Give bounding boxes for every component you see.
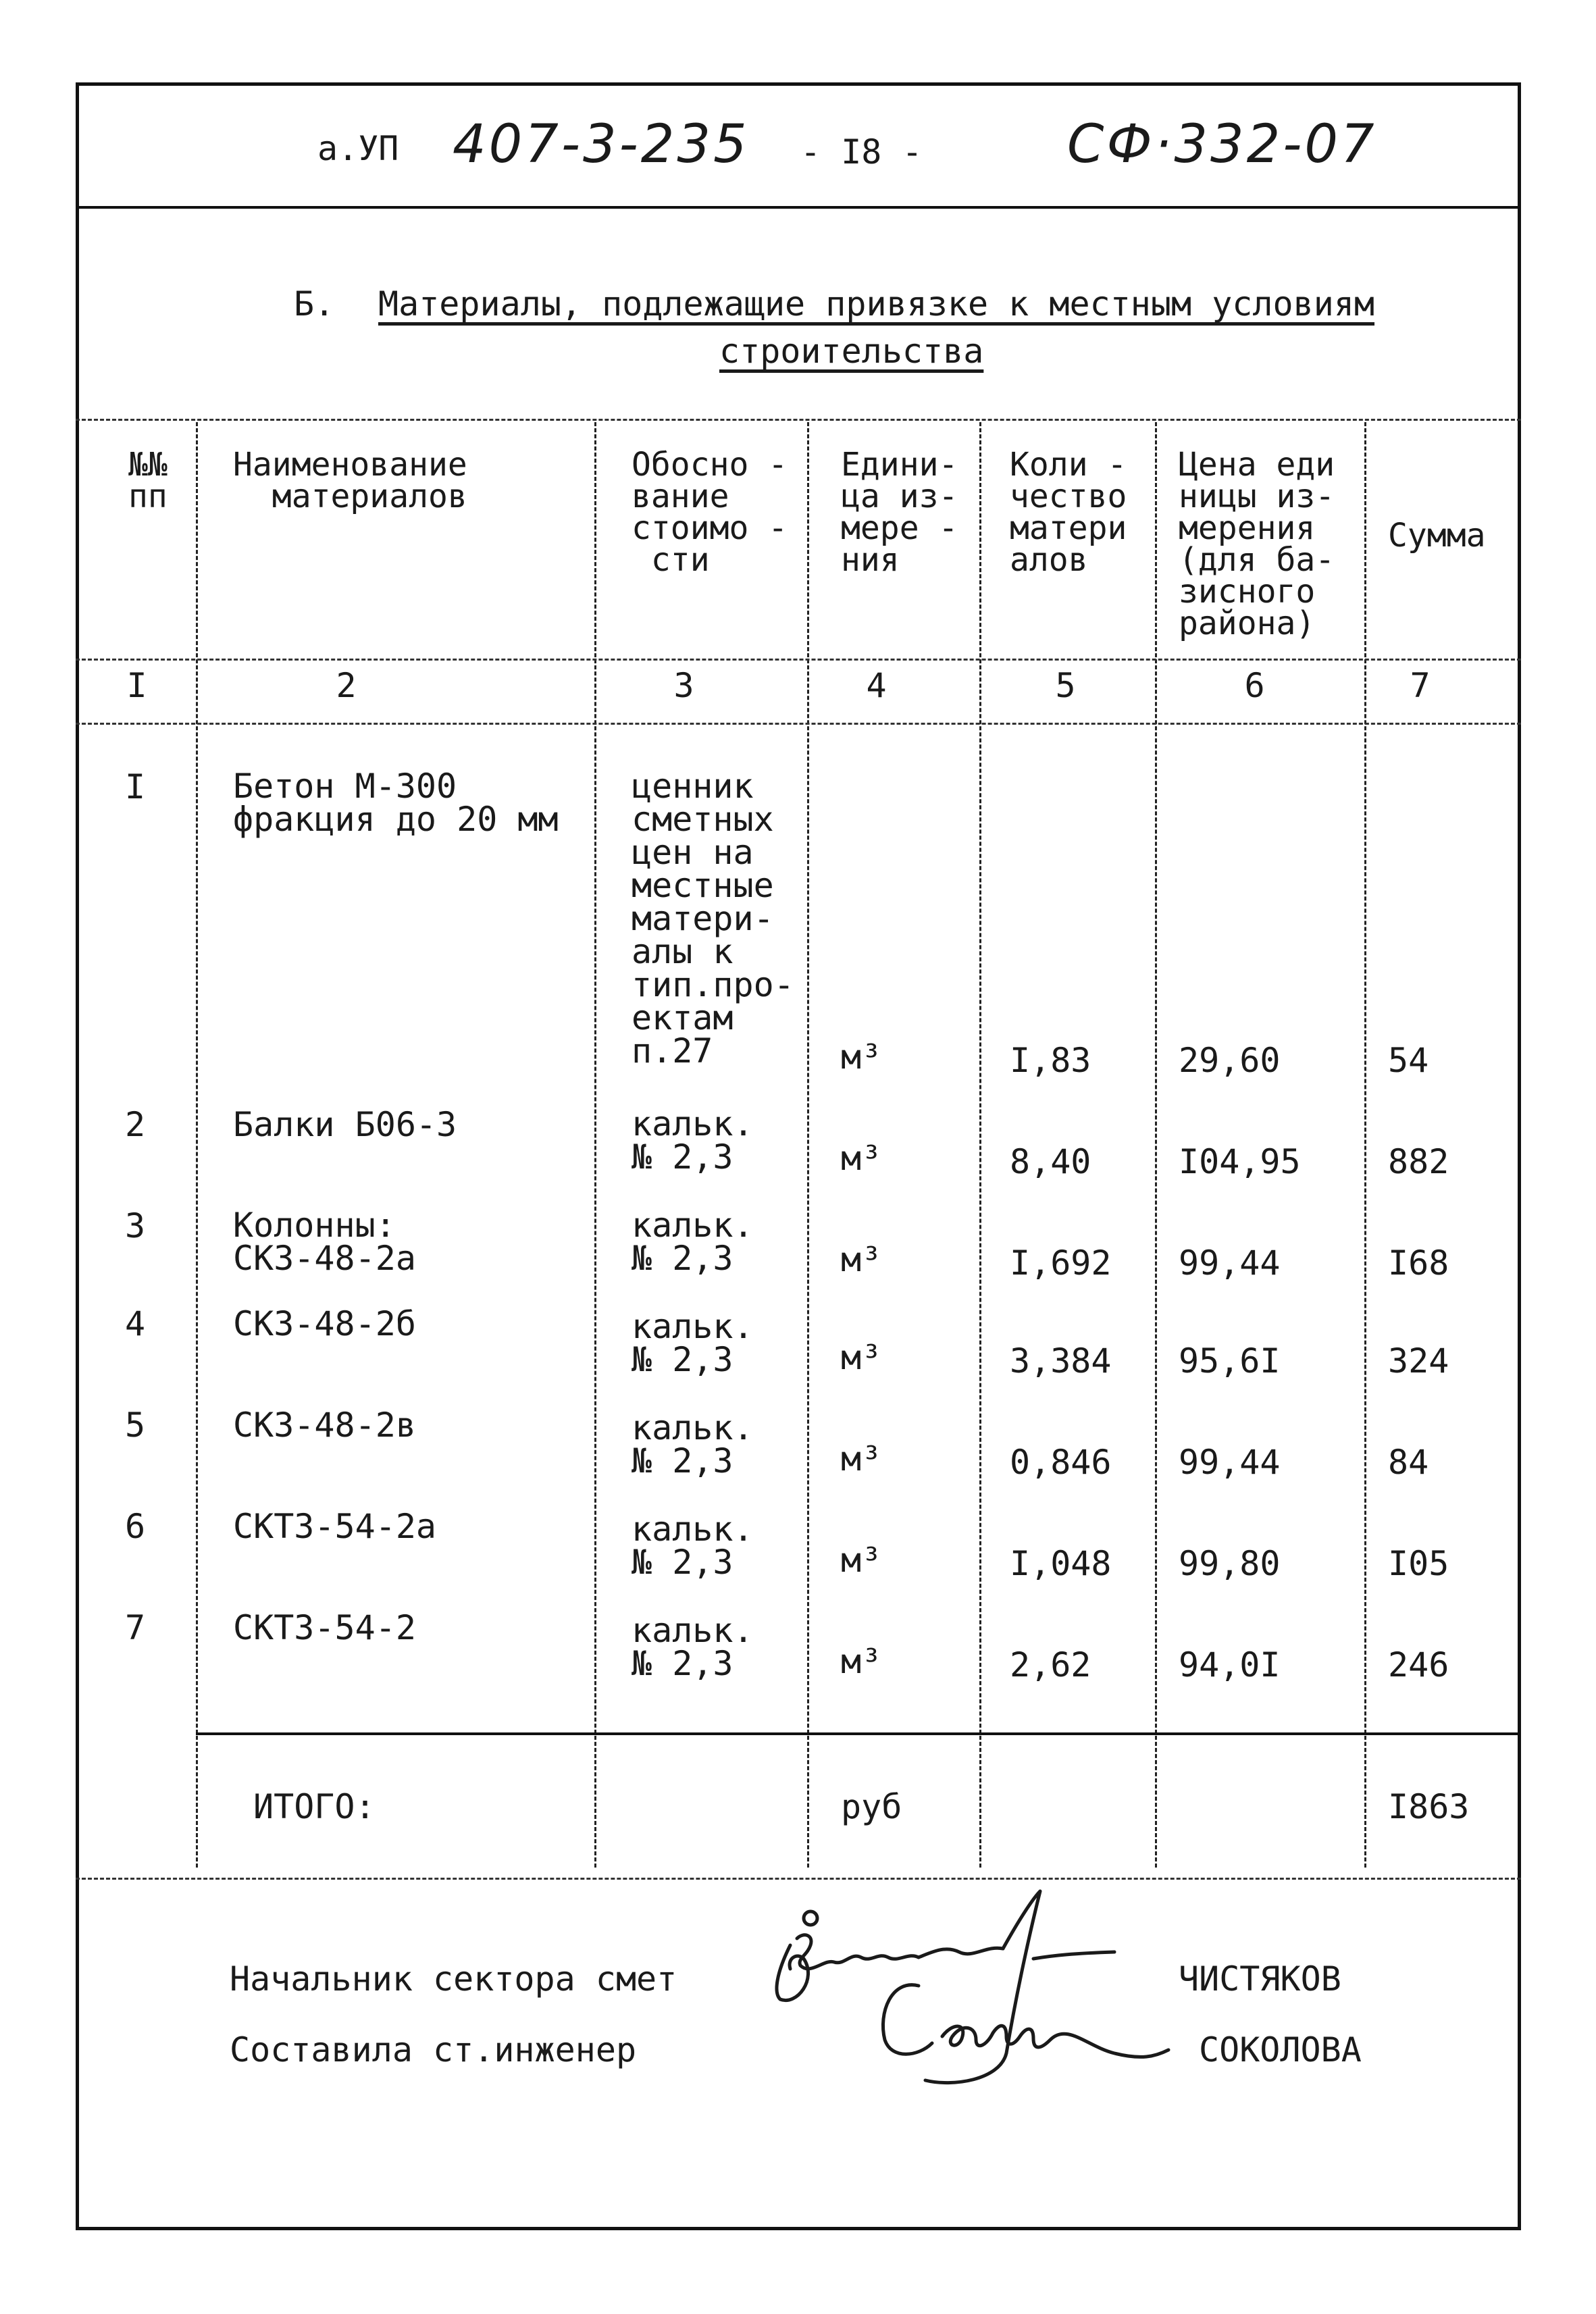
row-1-num: I xyxy=(125,767,146,806)
header-col-basis: Обосно - вание стоимо - сти xyxy=(632,446,788,580)
signature-2-name: СОКОЛОВА xyxy=(1199,2030,1362,2069)
header-page-number: - I8 - xyxy=(800,132,923,172)
row-6-basis: кальк. № 2,3 xyxy=(632,1510,754,1582)
col-divider-3 xyxy=(807,422,809,1868)
col-divider-2 xyxy=(594,422,596,1868)
row-3-price: 99,44 xyxy=(1179,1243,1281,1283)
row-4-unit: м³ xyxy=(841,1338,882,1377)
row-1-sum: 54 xyxy=(1388,1041,1429,1080)
signature-1-name: ЧИСТЯКОВ xyxy=(1179,1959,1341,1999)
row-6-sum: I05 xyxy=(1388,1544,1449,1583)
total-unit: руб xyxy=(841,1787,902,1826)
header-col-qty: Коли - чество матери алов xyxy=(1010,446,1127,580)
col-number-4: 4 xyxy=(866,666,887,705)
row-5-unit: м³ xyxy=(841,1439,882,1479)
signature-1-title: Начальник сектора смет xyxy=(230,1959,677,1999)
col-number-3: 3 xyxy=(673,666,694,705)
header-col-num: №№ пп xyxy=(128,446,168,516)
row-3-num: 3 xyxy=(125,1206,146,1245)
row-4-sum: 324 xyxy=(1388,1341,1449,1381)
row-7-num: 7 xyxy=(125,1608,146,1647)
row-7-name: СКТ3-54-2 xyxy=(233,1608,416,1647)
row-5-num: 5 xyxy=(125,1406,146,1445)
table-top-line xyxy=(76,419,1521,421)
row-5-sum: 84 xyxy=(1388,1443,1429,1482)
header-series-code: СФ·332-07 xyxy=(1067,114,1377,175)
signature-2-title: Составила ст.инженер xyxy=(230,2030,637,2069)
total-top-line xyxy=(196,1732,1521,1735)
section-title-line1: Материалы, подлежащие привязке к местным условиям xyxy=(378,284,1375,324)
row-2-price: I04,95 xyxy=(1179,1142,1301,1181)
row-3-sum: I68 xyxy=(1388,1243,1449,1283)
row-5-qty: 0,846 xyxy=(1010,1443,1112,1482)
col-numbers-top-line xyxy=(76,659,1521,661)
row-1-name: Бетон М-300 фракция до 20 мм xyxy=(233,767,559,839)
col-divider-4 xyxy=(979,422,981,1868)
row-5-price: 99,44 xyxy=(1179,1443,1281,1482)
col-number-1: I xyxy=(126,666,147,705)
header-col-unit: Едини- ца из- мере - ния xyxy=(841,446,958,580)
row-7-basis: кальк. № 2,3 xyxy=(632,1611,754,1683)
header-prefix: а.УП xyxy=(317,129,399,168)
row-7-qty: 2,62 xyxy=(1010,1645,1091,1685)
total-label: ИТОГО: xyxy=(253,1787,376,1826)
col-numbers-bottom-line xyxy=(76,723,1521,725)
row-2-name: Балки Б06-3 xyxy=(233,1105,457,1144)
section-title-line2: строительства xyxy=(719,332,984,371)
row-3-basis: кальк. № 2,3 xyxy=(632,1206,754,1278)
col-divider-6 xyxy=(1364,422,1366,1868)
row-4-qty: 3,384 xyxy=(1010,1341,1112,1381)
row-7-unit: м³ xyxy=(841,1642,882,1681)
header-divider xyxy=(76,206,1521,209)
row-1-qty: I,83 xyxy=(1010,1041,1091,1080)
col-number-2: 2 xyxy=(336,666,357,705)
header-album-number: 407-3-235 xyxy=(453,114,750,175)
row-3-unit: м³ xyxy=(841,1240,882,1279)
col-number-6: 6 xyxy=(1244,666,1265,705)
row-4-price: 95,6I xyxy=(1179,1341,1281,1381)
header-col-price: Цена еди ницы из- мерения (для ба- зисного района) xyxy=(1179,446,1335,643)
row-7-price: 94,0I xyxy=(1179,1645,1281,1685)
row-2-qty: 8,40 xyxy=(1010,1142,1091,1181)
row-2-sum: 882 xyxy=(1388,1142,1449,1181)
col-number-7: 7 xyxy=(1410,666,1431,705)
total-sum: I863 xyxy=(1388,1787,1470,1826)
col-number-5: 5 xyxy=(1055,666,1076,705)
row-1-unit: м³ xyxy=(841,1037,882,1077)
row-3-qty: I,692 xyxy=(1010,1243,1112,1283)
header-col-name: Наименование материалов xyxy=(233,446,467,516)
row-6-qty: I,048 xyxy=(1010,1544,1112,1583)
row-4-num: 4 xyxy=(125,1304,146,1343)
row-2-basis: кальк. № 2,3 xyxy=(632,1104,754,1177)
section-letter: Б. xyxy=(294,284,335,324)
row-3-name: Колонны: СК3-48-2а xyxy=(233,1206,416,1278)
row-2-unit: м³ xyxy=(841,1139,882,1178)
row-7-sum: 246 xyxy=(1388,1645,1449,1685)
row-4-name: СК3-48-2б xyxy=(233,1304,416,1343)
row-6-unit: м³ xyxy=(841,1541,882,1580)
row-5-name: СК3-48-2в xyxy=(233,1406,416,1445)
col-divider-5 xyxy=(1155,422,1157,1868)
row-6-price: 99,80 xyxy=(1179,1544,1281,1583)
header-col-sum: Сумма xyxy=(1388,517,1486,555)
handwritten-signatures xyxy=(750,1878,1182,2101)
row-1-basis: ценник сметных цен на местные матери- алы к тип.про- ектам п.27 xyxy=(632,767,794,1071)
row-6-name: СКТ3-54-2а xyxy=(233,1507,437,1546)
row-2-num: 2 xyxy=(125,1105,146,1144)
row-4-basis: кальк. № 2,3 xyxy=(632,1307,754,1379)
row-1-price: 29,60 xyxy=(1179,1041,1281,1080)
row-6-num: 6 xyxy=(125,1507,146,1546)
col-divider-1 xyxy=(196,422,198,1868)
row-5-basis: кальк. № 2,3 xyxy=(632,1408,754,1481)
